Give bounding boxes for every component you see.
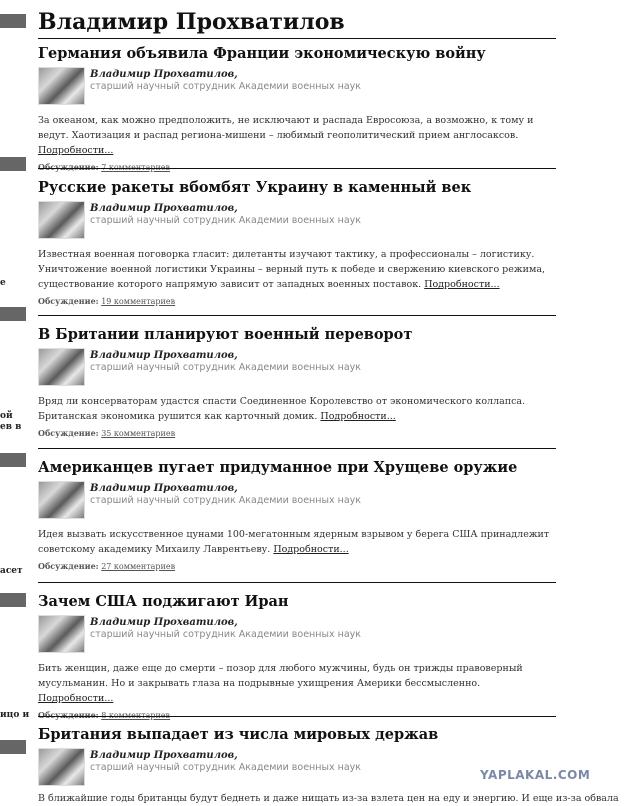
article-summary	[38, 661, 556, 706]
article-summary	[38, 791, 619, 806]
article-card	[38, 179, 556, 306]
more-link[interactable]: Подробности...	[38, 145, 114, 156]
discussion-line	[38, 710, 556, 720]
author-role: старший научный сотрудник Академии военных наук	[90, 81, 361, 92]
sidebar-fragment[interactable]: е	[0, 278, 6, 288]
article-title-link[interactable]: Германия объявила Франции экономическую войну	[38, 45, 486, 62]
author-name[interactable]: Владимир Прохватилов,	[90, 203, 238, 214]
sidebar-fragment[interactable]: асет	[0, 566, 23, 576]
article-title-link[interactable]: В Британии планируют военный переворот	[38, 326, 413, 343]
article-card	[38, 726, 619, 806]
discussion-line	[38, 162, 556, 172]
author-photo[interactable]	[38, 481, 85, 519]
author-role: старший научный сотрудник Академии военных наук	[90, 629, 361, 640]
discussion-line	[38, 428, 556, 438]
author-name[interactable]: Владимир Прохватилов,	[90, 617, 238, 628]
article-summary	[38, 247, 556, 292]
article-card	[38, 459, 556, 571]
comments-link[interactable]: 7 комментариев	[101, 163, 171, 172]
article-card	[38, 45, 556, 172]
author-block	[38, 67, 556, 103]
author-name[interactable]: Владимир Прохватилов,	[90, 750, 238, 761]
author-name[interactable]: Владимир Прохватилов,	[90, 69, 238, 80]
discussion-label: Обсуждение:	[38, 561, 99, 571]
discussion-label: Обсуждение:	[38, 296, 99, 306]
comments-link[interactable]: 27 комментариев	[101, 562, 176, 571]
summary-text: За океаном, как можно предположить, не исключают и распада Евросоюза, а возможно, к тому и ведут. Хаотизация и распад региона-мишени – любимый геополитический прием англосаксов.	[38, 115, 534, 141]
sidebar-tab-2	[0, 157, 26, 171]
author-block	[38, 748, 556, 784]
discussion-line	[38, 561, 556, 571]
article-summary	[38, 113, 556, 158]
site-watermark: YAPLAKAL.COM	[480, 768, 591, 782]
article-title-link[interactable]: Британия выпадает из числа мировых держав	[38, 726, 439, 743]
more-link[interactable]: Подробности...	[320, 411, 396, 422]
comments-link[interactable]: 8 комментариев	[101, 711, 171, 720]
more-link[interactable]: Подробности...	[273, 544, 349, 555]
discussion-line	[38, 296, 556, 306]
separator	[38, 168, 556, 169]
author-photo[interactable]	[38, 748, 85, 786]
summary-text: Идея вызвать искусственное цунами 100-мегатонным ядерным взрывом у берега США принадлежит советскому академику Михаилу Лаврентьеву.	[38, 529, 550, 555]
author-name[interactable]: Владимир Прохватилов,	[90, 483, 238, 494]
author-block	[38, 481, 556, 517]
separator	[38, 582, 556, 583]
author-role: старший научный сотрудник Академии военных наук	[90, 215, 361, 226]
summary-text: Бить женщин, даже еще до смерти – позор для любого мужчины, будь он трижды правоверный мусульманин. Но и закрывать глаза на подрывные ухищрения Америки бессмысленно.	[38, 663, 523, 689]
author-photo[interactable]	[38, 67, 85, 105]
author-role: старший научный сотрудник Академии военных наук	[90, 362, 361, 373]
comments-link[interactable]: 35 комментариев	[101, 429, 176, 438]
sidebar-fragment[interactable]: ев в	[0, 422, 22, 432]
comments-link[interactable]: 19 комментариев	[101, 297, 176, 306]
sidebar-fragment[interactable]: ицо и	[0, 710, 30, 720]
author-photo[interactable]	[38, 348, 85, 386]
discussion-label: Обсуждение:	[38, 428, 99, 438]
author-photo[interactable]	[38, 615, 85, 653]
sidebar-tab-4	[0, 453, 26, 467]
sidebar-tab-5	[0, 593, 26, 607]
discussion-label: Обсуждение:	[38, 710, 99, 720]
separator	[38, 315, 556, 316]
separator	[38, 716, 556, 717]
sidebar-tab-6	[0, 740, 26, 754]
article-summary	[38, 527, 556, 557]
sidebar-fragment[interactable]: ой	[0, 411, 13, 421]
article-title-link[interactable]: Американцев пугает придуманное при Хрущеве оружие	[38, 459, 518, 476]
sidebar-tab-1	[0, 14, 26, 28]
summary-text: В ближайшие годы британцы будут беднеть и даже нищать из-за взлета цен на еду и энергию. И еще из-за обвала	[38, 793, 619, 804]
author-name[interactable]: Владимир Прохватилов,	[90, 350, 238, 361]
article-summary	[38, 394, 556, 424]
discussion-label: Обсуждение:	[38, 162, 99, 172]
author-block	[38, 348, 556, 384]
author-role: старший научный сотрудник Академии военных наук	[90, 762, 361, 773]
author-role: старший научный сотрудник Академии военных наук	[90, 495, 361, 506]
article-card	[38, 593, 556, 720]
separator	[38, 448, 556, 449]
more-link[interactable]: Подробности...	[38, 693, 114, 704]
article-title-link[interactable]: Русские ракеты вбомбят Украину в каменный век	[38, 179, 472, 196]
author-photo[interactable]	[38, 201, 85, 239]
sidebar-tab-3	[0, 307, 26, 321]
author-block	[38, 615, 556, 651]
summary-text: Вряд ли консерваторам удастся спасти Соединенное Королевство от экономического коллапса. Британская экономика рушится как карточный домик.	[38, 396, 526, 422]
author-block	[38, 201, 556, 237]
summary-text: Известная военная поговорка гласит: дилетанты изучают тактику, а профессионалы – логистику. Уничтожение военной логистики Украины – верный путь к победе и свержению киевского режима, существование которого напрямую зависит от западных военных поставок.	[38, 249, 546, 290]
more-link[interactable]: Подробности...	[424, 279, 500, 290]
page-title: Владимир Прохватилов	[38, 8, 556, 39]
article-title-link[interactable]: Зачем США поджигают Иран	[38, 593, 289, 610]
article-card	[38, 326, 556, 438]
